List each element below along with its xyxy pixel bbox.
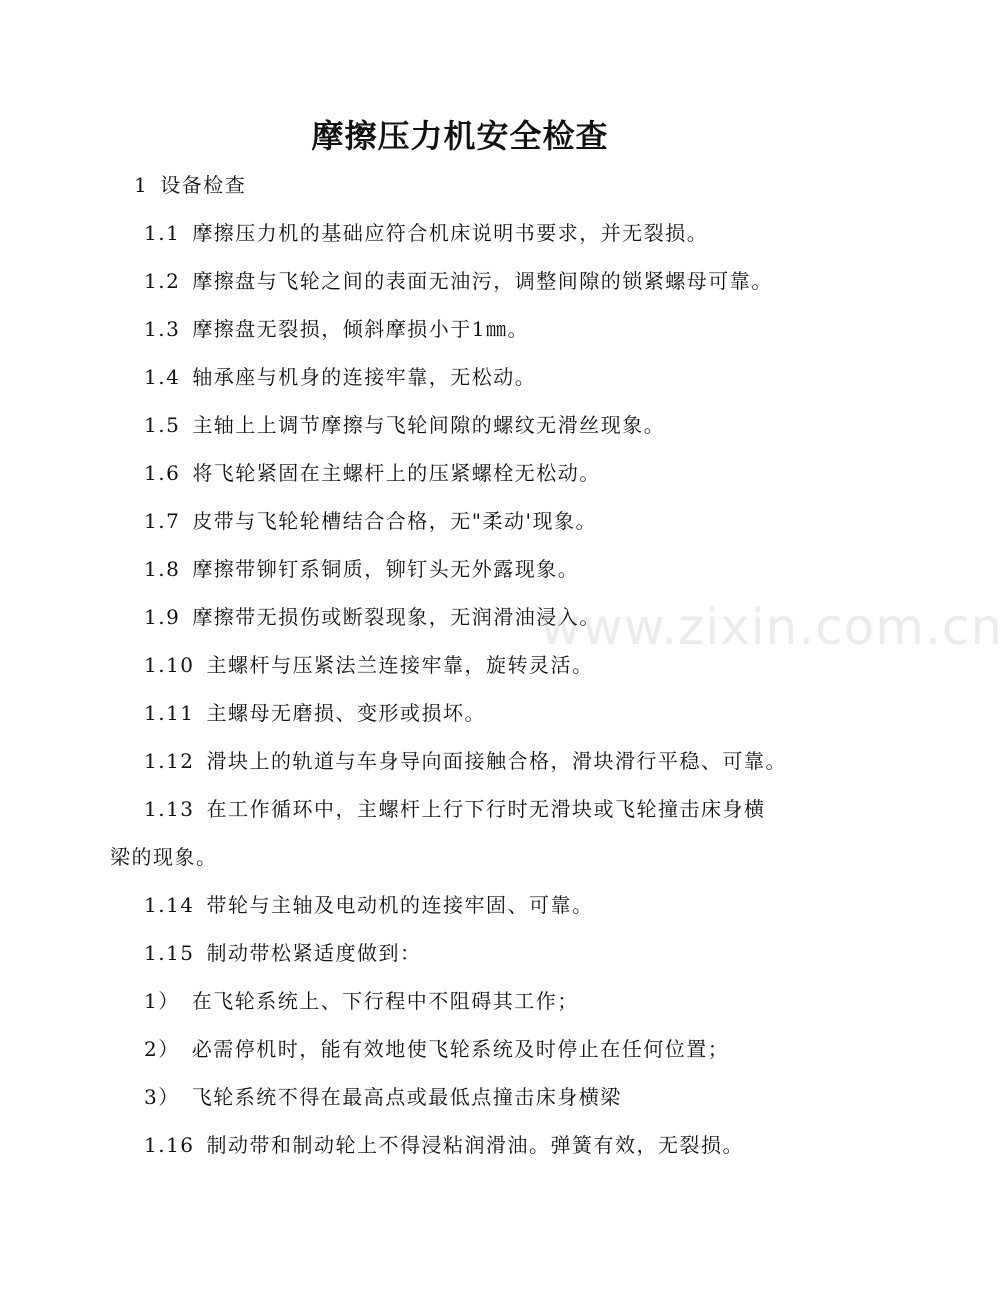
check-item bbox=[144, 890, 594, 920]
check-item bbox=[144, 794, 766, 824]
item-text: 摩擦盘无裂损，倾斜摩损小于1㎜。 bbox=[192, 317, 530, 341]
item-text: 设备检查 bbox=[160, 173, 247, 197]
check-item bbox=[144, 362, 536, 392]
check-item bbox=[144, 554, 579, 584]
item-number: 1.15 bbox=[144, 941, 195, 965]
item-text: 主螺母无磨损、变形或损坏。 bbox=[206, 701, 487, 725]
document-title: 摩擦压力机安全检查 bbox=[311, 117, 609, 155]
section-heading bbox=[134, 170, 246, 200]
watermark: www.zixin.com.cn bbox=[540, 598, 1003, 656]
item-text: 皮带与飞轮轮槽结合合格，无"柔动'现象。 bbox=[192, 509, 598, 533]
item-number: 1.13 bbox=[144, 797, 195, 821]
check-item bbox=[144, 650, 594, 680]
check-item-continuation bbox=[110, 842, 218, 872]
sub-item bbox=[144, 1082, 622, 1112]
check-item bbox=[144, 746, 787, 776]
item-text: 轴承座与机身的连接牢靠，无松动。 bbox=[192, 365, 537, 389]
item-text: 带轮与主轴及电动机的连接牢固、可靠。 bbox=[206, 893, 594, 917]
item-text: 制动带和制动轮上不得浸粘润滑油。弹簧有效，无裂损。 bbox=[206, 1133, 745, 1157]
check-item bbox=[144, 458, 601, 488]
check-item bbox=[144, 698, 486, 728]
item-number: 1.1 bbox=[144, 221, 181, 245]
check-item bbox=[144, 602, 601, 632]
item-number: 1.5 bbox=[144, 413, 181, 437]
item-text: 将飞轮紧固在主螺杆上的压紧螺栓无松动。 bbox=[192, 461, 601, 485]
item-text: 在飞轮系统上、下行程中不阻碍其工作； bbox=[191, 989, 579, 1013]
item-number: 2） bbox=[144, 1037, 180, 1061]
item-number: 1.14 bbox=[144, 893, 195, 917]
sub-item bbox=[144, 1034, 729, 1064]
item-number: 1.9 bbox=[144, 605, 181, 629]
item-number: 3） bbox=[144, 1085, 180, 1109]
check-item bbox=[144, 1130, 744, 1160]
item-number: 1 bbox=[134, 173, 149, 197]
check-item bbox=[144, 506, 597, 536]
check-item bbox=[144, 218, 708, 248]
item-number: 1.12 bbox=[144, 749, 195, 773]
check-item bbox=[144, 314, 529, 344]
sub-item bbox=[144, 986, 579, 1016]
item-text: 梁的现象。 bbox=[110, 845, 218, 869]
item-text: 飞轮系统不得在最高点或最低点撞击床身横梁 bbox=[191, 1085, 622, 1109]
item-text: 摩擦盘与飞轮之间的表面无油污，调整间隙的锁紧螺母可靠。 bbox=[192, 269, 773, 293]
item-number: 1.4 bbox=[144, 365, 181, 389]
item-number: 1.8 bbox=[144, 557, 181, 581]
item-text: 摩擦带无损伤或断裂现象，无润滑油浸入。 bbox=[192, 605, 601, 629]
item-text: 在工作循环中，主螺杆上行下行时无滑块或飞轮撞击床身横 bbox=[206, 797, 766, 821]
item-number: 1.6 bbox=[144, 461, 181, 485]
item-text: 主轴上上调节摩擦与飞轮间隙的螺纹无滑丝现象。 bbox=[192, 413, 666, 437]
check-item bbox=[144, 266, 773, 296]
item-number: 1） bbox=[144, 989, 180, 1013]
item-number: 1.16 bbox=[144, 1133, 195, 1157]
item-number: 1.3 bbox=[144, 317, 181, 341]
item-number: 1.7 bbox=[144, 509, 181, 533]
item-text: 滑块上的轨道与车身导向面接触合格，滑块滑行平稳、可靠。 bbox=[206, 749, 788, 773]
item-text: 主螺杆与压紧法兰连接牢靠，旋转灵活。 bbox=[206, 653, 594, 677]
check-item bbox=[144, 938, 422, 968]
item-text: 制动带松紧适度做到： bbox=[206, 941, 422, 965]
item-text: 摩擦压力机的基础应符合机床说明书要求，并无裂损。 bbox=[192, 221, 709, 245]
item-number: 1.2 bbox=[144, 269, 181, 293]
item-text: 必需停机时，能有效地使飞轮系统及时停止在任何位置； bbox=[191, 1037, 730, 1061]
check-item bbox=[144, 410, 665, 440]
item-number: 1.11 bbox=[144, 701, 195, 725]
item-number: 1.10 bbox=[144, 653, 195, 677]
item-text: 摩擦带铆钉系铜质，铆钉头无外露现象。 bbox=[192, 557, 580, 581]
